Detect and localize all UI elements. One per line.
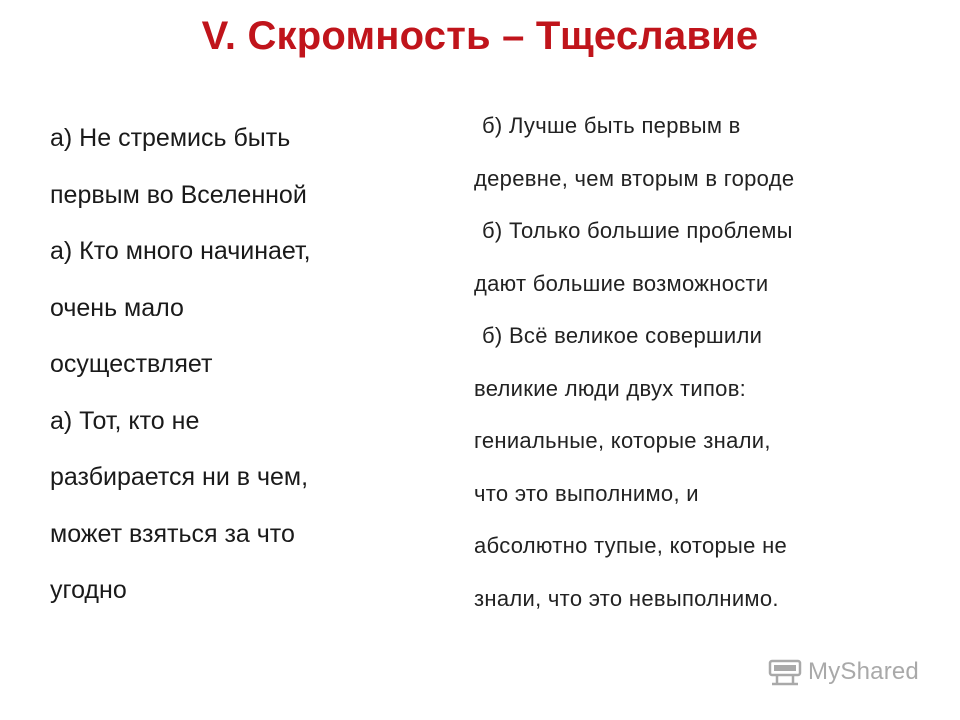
- right-line: знали, что это невыполнимо.: [474, 585, 779, 611]
- watermark-text: MyShared: [808, 658, 919, 685]
- left-line: а) Не стремись быть: [50, 124, 291, 152]
- right-line: б) Всё великое совершили: [482, 323, 763, 348]
- slide-title: V. Скромность – Тщеславие: [201, 14, 759, 58]
- right-line: б) Только большие проблемы: [482, 218, 793, 243]
- left-line: осуществляет: [50, 350, 213, 378]
- right-line: великие люди двух типов:: [474, 375, 747, 401]
- left-line: может взяться за что: [50, 519, 295, 548]
- right-line: что это выполнимо, и: [474, 480, 699, 506]
- right-line: гениальные, которые знали,: [474, 428, 771, 453]
- right-line: абсолютно тупые, которые не: [474, 533, 788, 558]
- left-line: первым во Вселенной: [50, 180, 307, 209]
- left-line: угодно: [50, 576, 127, 604]
- right-column: [474, 100, 944, 625]
- left-line: а) Тот, кто не: [50, 406, 200, 435]
- right-line: дают большие возможности: [474, 270, 769, 296]
- left-line: разбирается ни в чем,: [50, 463, 309, 491]
- right-line: деревне, чем вторым в городе: [474, 165, 795, 191]
- left-line: а) Кто много начинает,: [50, 237, 311, 265]
- myshared-watermark: [768, 654, 919, 690]
- left-column: [50, 110, 430, 619]
- left-line: очень мало: [50, 293, 184, 322]
- mortarboard-icon: [768, 657, 802, 687]
- right-line: б) Лучше быть первым в: [482, 113, 741, 138]
